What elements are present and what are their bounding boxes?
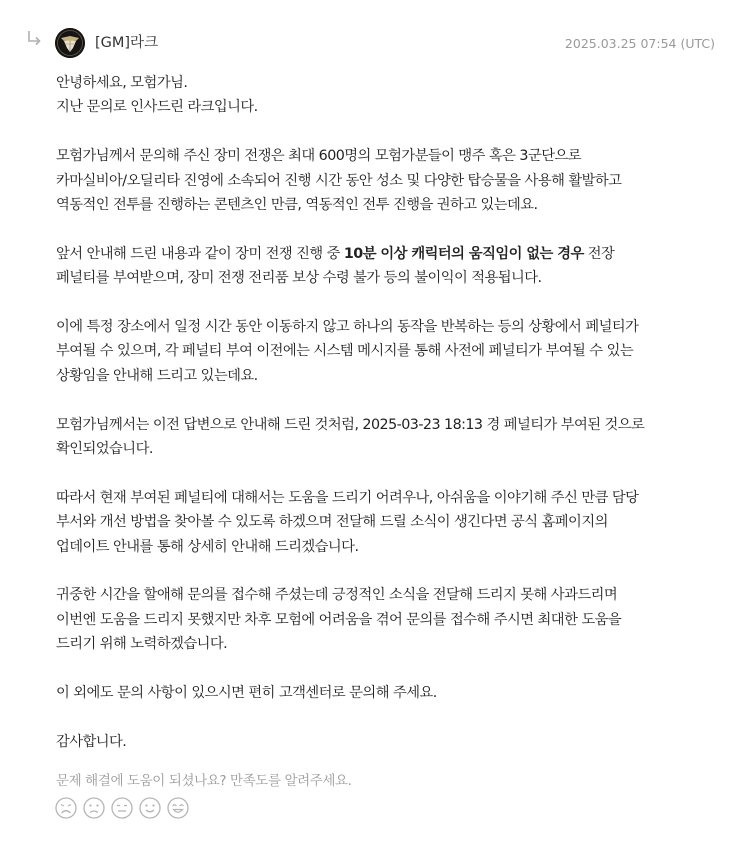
neutral-icon[interactable] xyxy=(111,797,133,819)
message-line: 역동적인 전투를 진행하는 콘텐츠인 만큼, 역동적인 전투 진행을 권하고 있는데요. xyxy=(56,197,538,214)
message-line: 업데이트 안내를 통해 상세히 안내해 드리겠습니다. xyxy=(56,538,359,555)
dissatisfied-icon[interactable] xyxy=(83,797,105,819)
message-text: 전장 xyxy=(583,245,615,262)
reply-timestamp: 2025.03.25 07:54 (UTC) xyxy=(564,36,715,51)
message-line: 이번엔 도움을 드리지 못했지만 차후 모험에 어려움을 겪어 문의를 접수해 주시면 최대한 도움을 xyxy=(56,611,622,628)
satisfaction-rating xyxy=(55,797,189,819)
message-line: 이에 특정 장소에서 일정 시간 동안 이동하지 않고 하나의 동작을 반복하는 등의 상황에서 페널티가 xyxy=(56,319,639,336)
emphasized-text: 10분 이상 캐릭터의 움직임이 없는 경우 xyxy=(343,245,584,262)
message-line: 확인되었습니다. xyxy=(56,441,153,458)
message-line: 카마실비아/오딜리타 진영에 소속되어 진행 시간 동안 성소 및 다양한 탑승물을 사용해 활발하고 xyxy=(56,172,622,189)
very-dissatisfied-icon[interactable] xyxy=(55,797,77,819)
message-line: 따라서 현재 부여된 페널티에 대해서는 도움을 드리기 어려우나, 아쉬움을 이야기해 주신 만큼 담당 xyxy=(56,489,639,506)
message-line xyxy=(56,242,724,266)
reply-arrow-icon xyxy=(26,30,42,48)
greeting-paragraph xyxy=(56,71,724,120)
satisfied-icon[interactable] xyxy=(139,797,161,819)
follow-up-paragraph xyxy=(56,486,724,559)
message-line: 상황임을 안내해 드리고 있는데요. xyxy=(56,367,258,384)
message-line: 모험가님께서는 이전 답변으로 안내해 드린 것처럼, 2025-03-23 18:13 경 페널티가 부여된 것으로 xyxy=(56,416,645,433)
message-body xyxy=(56,71,724,754)
message-line: 이 외에도 문의 사항이 있으시면 편히 고객센터로 문의해 주세요. xyxy=(56,685,437,702)
closing-paragraph xyxy=(56,730,724,754)
message-line: 부서와 개선 방법을 찾아볼 수 있도록 하겠으며 전달해 드릴 소식이 생긴다면 공식 홈페이지의 xyxy=(56,514,608,531)
very-satisfied-icon[interactable] xyxy=(167,797,189,819)
gm-avatar xyxy=(55,28,85,58)
message-line: 귀중한 시간을 할애해 문의를 접수해 주셨는데 긍정적인 소식을 전달해 드리지 못해 사과드리며 xyxy=(56,587,618,604)
apology-paragraph xyxy=(56,583,724,656)
message-line: 지난 문의로 인사드린 라크입니다. xyxy=(56,99,258,116)
message-line: 감사합니다. xyxy=(56,733,127,750)
penalty-condition-paragraph xyxy=(56,315,724,388)
message-line: 안녕하세요, 모험가님. xyxy=(56,75,188,91)
satisfaction-question: 문제 해결에 도움이 되셨나요? 만족도를 알려주세요. xyxy=(56,773,352,789)
message-line: 부여될 수 있으며, 각 페널티 부여 이전에는 시스템 메시지를 통해 사전에 페널티가 부여될 수 있는 xyxy=(56,343,634,360)
content-description-paragraph xyxy=(56,144,724,217)
gm-emblem-icon xyxy=(55,28,85,58)
message-line: 페널티를 부여받으며, 장미 전쟁 전리품 보상 수령 불가 등의 불이익이 적용됩니다. xyxy=(56,270,542,287)
contact-paragraph xyxy=(56,681,724,705)
message-line: 드리기 위해 노력하겠습니다. xyxy=(56,636,228,653)
message-text: 앞서 안내해 드린 내용과 같이 장미 전쟁 진행 중 xyxy=(56,245,344,262)
author-name: [GM]라크 xyxy=(95,35,159,51)
message-line: 모험가님께서 문의해 주신 장미 전쟁은 최대 600명의 모험가분들이 맹주 혹은 3군단으로 xyxy=(56,148,581,165)
penalty-confirmation-paragraph xyxy=(56,413,724,462)
penalty-rule-paragraph xyxy=(56,242,724,291)
